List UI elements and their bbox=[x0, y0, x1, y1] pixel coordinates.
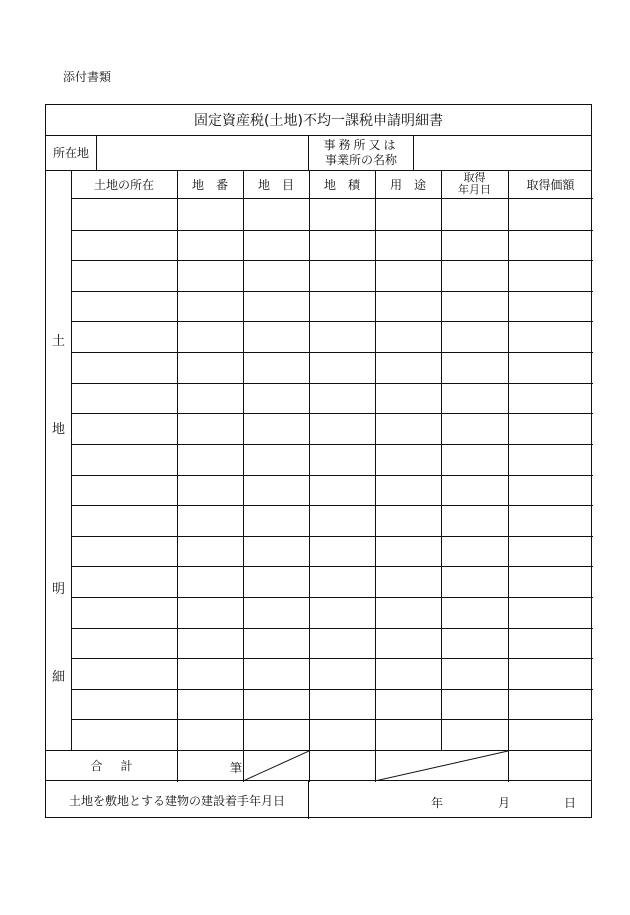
table-cell[interactable] bbox=[509, 690, 593, 720]
table-cell[interactable] bbox=[178, 720, 243, 750]
table-cell[interactable] bbox=[442, 659, 508, 689]
table-cell[interactable] bbox=[178, 506, 243, 536]
table-cell[interactable] bbox=[72, 414, 177, 444]
total-unit-label: 筆 bbox=[230, 761, 243, 775]
table-cell[interactable] bbox=[376, 506, 441, 536]
table-cell[interactable] bbox=[244, 414, 309, 444]
diagonal-slash bbox=[243, 751, 309, 781]
table-cell[interactable] bbox=[376, 445, 441, 475]
table-cell[interactable] bbox=[244, 659, 309, 689]
table-cell[interactable] bbox=[178, 414, 243, 444]
table-cell[interactable] bbox=[244, 506, 309, 536]
table-cell[interactable] bbox=[442, 353, 508, 383]
location-row bbox=[46, 135, 591, 171]
office-name-label: 事務所又は 事業所の名称 bbox=[308, 135, 414, 170]
diagonal-slash bbox=[375, 751, 508, 781]
table-cell[interactable] bbox=[376, 231, 441, 261]
table-cell[interactable] bbox=[72, 629, 177, 659]
table-cell[interactable] bbox=[310, 353, 375, 383]
side-label-char: 細 bbox=[51, 670, 65, 685]
table-cell[interactable] bbox=[72, 537, 177, 567]
side-label-column bbox=[46, 170, 72, 750]
table-cell[interactable] bbox=[244, 261, 309, 291]
table-cell[interactable] bbox=[244, 322, 309, 352]
table-cell[interactable] bbox=[509, 476, 593, 506]
column-header-use: 用途 bbox=[375, 170, 441, 199]
table-cell[interactable] bbox=[442, 537, 508, 567]
table-cell[interactable] bbox=[244, 537, 309, 567]
table-cell[interactable] bbox=[376, 567, 441, 597]
table-cell[interactable] bbox=[72, 231, 177, 261]
table-cell[interactable] bbox=[178, 353, 243, 383]
table-cell[interactable] bbox=[72, 598, 177, 628]
table-cell[interactable] bbox=[310, 690, 375, 720]
table-cell[interactable] bbox=[310, 261, 375, 291]
table-cell[interactable] bbox=[178, 659, 243, 689]
table-cell[interactable] bbox=[376, 598, 441, 628]
total-price-field[interactable] bbox=[509, 751, 593, 781]
column-header-area: 地積 bbox=[309, 170, 375, 199]
table-cell[interactable] bbox=[72, 506, 177, 536]
table-cell[interactable] bbox=[72, 292, 177, 322]
table-cell[interactable] bbox=[244, 690, 309, 720]
table-cell[interactable] bbox=[376, 690, 441, 720]
table-cell[interactable] bbox=[72, 720, 177, 750]
table-cell[interactable] bbox=[376, 720, 441, 750]
table-cell[interactable] bbox=[509, 598, 593, 628]
column-header-acquisition-price: 取得価額 bbox=[508, 170, 593, 199]
form-title: 固定資産税(土地)不均一課税申請明細書 bbox=[46, 105, 591, 136]
table-cell[interactable] bbox=[509, 445, 593, 475]
table-cell[interactable] bbox=[244, 476, 309, 506]
table-cell[interactable] bbox=[178, 567, 243, 597]
table-cell[interactable] bbox=[310, 629, 375, 659]
table-cell[interactable] bbox=[178, 322, 243, 352]
table-cell[interactable] bbox=[442, 629, 508, 659]
table-cell[interactable] bbox=[442, 200, 508, 230]
table-cell[interactable] bbox=[244, 629, 309, 659]
form-frame bbox=[45, 104, 592, 818]
total-area-field[interactable] bbox=[310, 751, 375, 781]
table-cell[interactable] bbox=[310, 476, 375, 506]
table-cell[interactable] bbox=[442, 231, 508, 261]
table-cell[interactable] bbox=[442, 476, 508, 506]
side-label-char: 明 bbox=[51, 582, 65, 597]
side-label-char: 地 bbox=[51, 422, 65, 437]
table-cell[interactable] bbox=[376, 200, 441, 230]
table-cell[interactable] bbox=[509, 720, 593, 750]
table-cell[interactable] bbox=[442, 445, 508, 475]
table-cell[interactable] bbox=[178, 537, 243, 567]
table-cell[interactable] bbox=[72, 690, 177, 720]
table-cell[interactable] bbox=[310, 720, 375, 750]
table-cell[interactable] bbox=[509, 414, 593, 444]
column-header-land-category: 地目 bbox=[243, 170, 309, 199]
date-year-label: 年 bbox=[431, 796, 444, 810]
table-cell[interactable] bbox=[310, 537, 375, 567]
date-month-label: 月 bbox=[498, 796, 511, 810]
table-cell[interactable] bbox=[72, 261, 177, 291]
table-cell[interactable] bbox=[442, 690, 508, 720]
table-cell[interactable] bbox=[178, 476, 243, 506]
table-cell[interactable] bbox=[310, 598, 375, 628]
table-cell[interactable] bbox=[72, 476, 177, 506]
table-cell[interactable] bbox=[72, 322, 177, 352]
table-cell[interactable] bbox=[509, 200, 593, 230]
table-cell[interactable] bbox=[442, 261, 508, 291]
column-header-acquisition-date: 取得 年月日 bbox=[441, 170, 508, 199]
table-cell[interactable] bbox=[509, 292, 593, 322]
table-cell[interactable] bbox=[509, 322, 593, 352]
table-cell[interactable] bbox=[442, 506, 508, 536]
table-cell[interactable] bbox=[509, 261, 593, 291]
attachment-label: 添付書類 bbox=[63, 70, 112, 84]
total-label: 合計 bbox=[90, 759, 151, 773]
table-cell[interactable] bbox=[178, 384, 243, 414]
date-day-label: 日 bbox=[564, 796, 577, 810]
table-cell[interactable] bbox=[376, 414, 441, 444]
table-cell[interactable] bbox=[310, 659, 375, 689]
table-cell[interactable] bbox=[442, 414, 508, 444]
table-cell[interactable] bbox=[509, 567, 593, 597]
table-cell[interactable] bbox=[509, 659, 593, 689]
table-cell[interactable] bbox=[509, 506, 593, 536]
land-detail-table bbox=[46, 170, 591, 750]
table-cell[interactable] bbox=[244, 598, 309, 628]
table-cell[interactable] bbox=[244, 353, 309, 383]
table-cell[interactable] bbox=[442, 598, 508, 628]
table-cell[interactable] bbox=[376, 261, 441, 291]
table-cell[interactable] bbox=[178, 598, 243, 628]
table-cell[interactable] bbox=[178, 690, 243, 720]
table-cell[interactable] bbox=[178, 629, 243, 659]
total-row bbox=[46, 750, 591, 781]
table-cell[interactable] bbox=[310, 445, 375, 475]
table-cell[interactable] bbox=[310, 231, 375, 261]
table-cell[interactable] bbox=[442, 384, 508, 414]
column-header-location: 土地の所在 bbox=[71, 170, 177, 199]
table-cell[interactable] bbox=[72, 353, 177, 383]
table-cell[interactable] bbox=[72, 200, 177, 230]
table-cell[interactable] bbox=[376, 353, 441, 383]
table-cell[interactable] bbox=[310, 322, 375, 352]
table-cell[interactable] bbox=[178, 292, 243, 322]
table-cell[interactable] bbox=[244, 445, 309, 475]
table-cell[interactable] bbox=[178, 231, 243, 261]
table-cell[interactable] bbox=[244, 200, 309, 230]
table-cell[interactable] bbox=[244, 231, 309, 261]
table-cell[interactable] bbox=[244, 567, 309, 597]
table-cell[interactable] bbox=[442, 567, 508, 597]
table-cell[interactable] bbox=[442, 292, 508, 322]
table-cell[interactable] bbox=[72, 384, 177, 414]
table-cell[interactable] bbox=[310, 384, 375, 414]
table-cell[interactable] bbox=[509, 231, 593, 261]
table-cell[interactable] bbox=[442, 322, 508, 352]
table-cell[interactable] bbox=[442, 720, 508, 750]
table-cell[interactable] bbox=[376, 384, 441, 414]
table-cell[interactable] bbox=[509, 384, 593, 414]
table-cell[interactable] bbox=[310, 506, 375, 536]
column-header-lot-number: 地番 bbox=[177, 170, 243, 199]
table-cell[interactable] bbox=[178, 445, 243, 475]
table-cell[interactable] bbox=[376, 292, 441, 322]
table-cell[interactable] bbox=[310, 200, 375, 230]
table-cell[interactable] bbox=[509, 629, 593, 659]
table-cell[interactable] bbox=[244, 384, 309, 414]
table-cell[interactable] bbox=[72, 567, 177, 597]
table-cell[interactable] bbox=[178, 261, 243, 291]
table-cell[interactable] bbox=[376, 322, 441, 352]
table-cell[interactable] bbox=[310, 567, 375, 597]
side-label-char: 土 bbox=[51, 334, 65, 349]
location-label: 所在地 bbox=[46, 135, 97, 170]
table-cell[interactable] bbox=[244, 720, 309, 750]
table-cell[interactable] bbox=[72, 445, 177, 475]
column-divider bbox=[177, 751, 178, 782]
table-cell[interactable] bbox=[310, 292, 375, 322]
table-cell[interactable] bbox=[244, 292, 309, 322]
construction-date-label: 土地を敷地とする建物の建設着手年月日 bbox=[46, 781, 309, 819]
table-cell[interactable] bbox=[310, 414, 375, 444]
table-cell[interactable] bbox=[178, 200, 243, 230]
table-cell[interactable] bbox=[509, 537, 593, 567]
construction-date-row bbox=[46, 781, 591, 819]
table-cell[interactable] bbox=[509, 353, 593, 383]
location-field[interactable] bbox=[97, 135, 307, 170]
table-cell[interactable] bbox=[376, 629, 441, 659]
office-name-field[interactable] bbox=[413, 135, 591, 170]
table-cell[interactable] bbox=[376, 659, 441, 689]
table-cell[interactable] bbox=[376, 537, 441, 567]
table-cell[interactable] bbox=[72, 659, 177, 689]
table-cell[interactable] bbox=[376, 476, 441, 506]
